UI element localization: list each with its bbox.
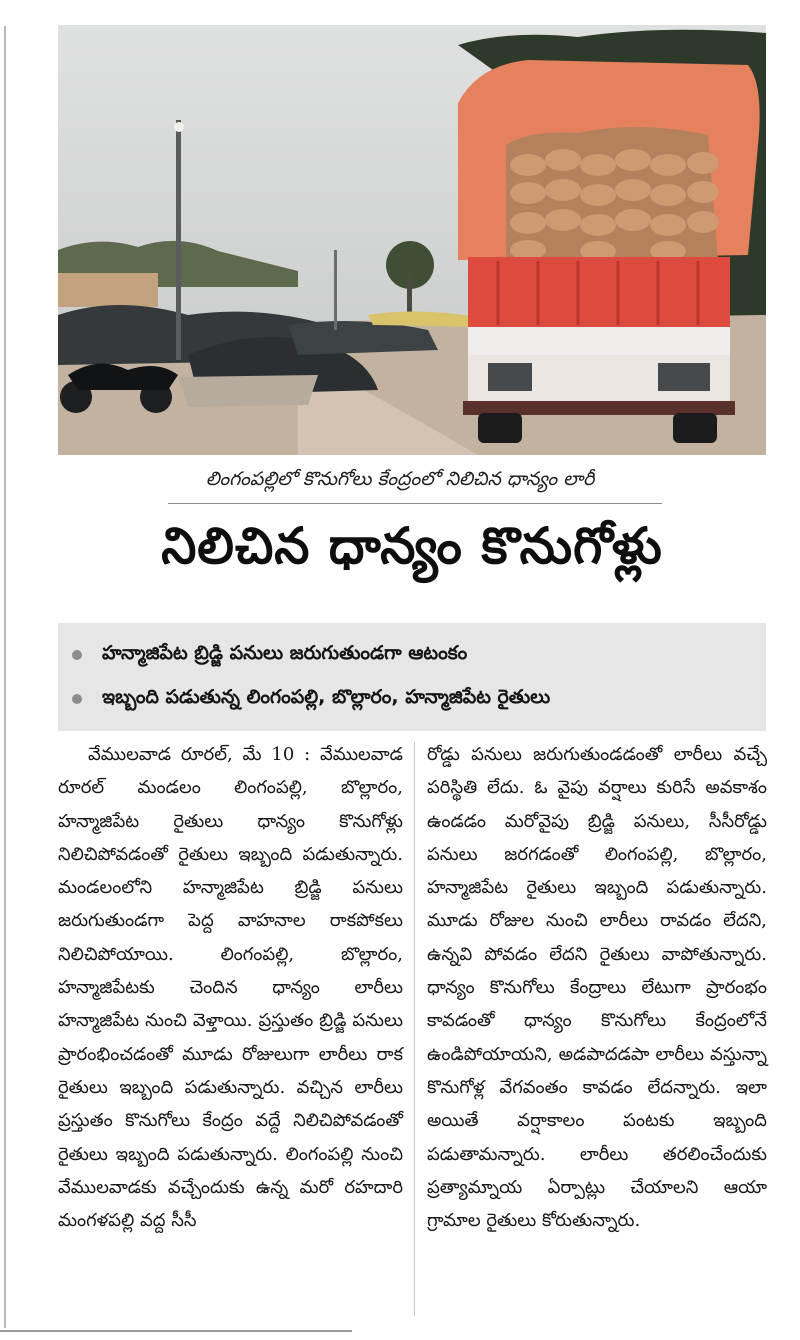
subheads-box	[58, 623, 766, 731]
body-column-right	[427, 738, 767, 1237]
subhead-item	[72, 633, 766, 677]
subhead-text: హన్మాజిపేట బ్రిడ్జి పనులు జరుగుతుండగా ఆటంకం	[102, 641, 468, 664]
photo-caption: లింగంపల్లిలో కొనుగోలు కేంద్రంలో నిలిచిన ధాన్యం లారీ	[205, 468, 595, 490]
body-paragraph-left: వేములవాడ రూరల్, మే 10 : వేములవాడ రూరల్ మండలం లింగంపల్లి, బొల్లారం, హన్మాజిపేట రైతులు ధాన్యం కొనుగోళ్లు నిలిచిపోవడంతో రైతులు ఇబ్బంది పడుతున్నారు. మండలంలోని హన్మాజిపేట బ్రిడ్జి పనులు జరుగుతుండగా పెద్ద వాహనాల రాకపోకలు నిలిచిపోయాయి. లింగంపల్లి, బొల్లారం, హన్మాజిపేటకు చెందిన ధాన్యం లారీలు హన్మాజిపేట నుంచి వెళ్తాయి. ప్రస్తుతం బ్రిడ్జి పనులు ప్రారంభించడంతో మూడు రోజులుగా లారీలు రాక రైతులు ఇబ్బంది పడుతున్నారు. వచ్చిన లారీలు ప్రస్తుతం కొనుగోలు కేంద్రం వద్దే నిలిచిపోవడంతో రైతులు ఇబ్బంది పడుతున్నారు. లింగంపల్లి నుంచి వేములవాడకు వచ్చేందుకు ఉన్న మరో రహదారి మంగళపల్లి వద్ద సీసీ	[58, 744, 403, 1232]
subhead-item	[72, 677, 766, 721]
subhead-text: ఇబ్బంది పడుతున్న లింగంపల్లి, బొల్లారం, హన్మాజిపేట రైతులు	[102, 685, 551, 708]
bottom-rule	[0, 1330, 352, 1332]
caption-underline	[168, 503, 662, 504]
bullet-icon	[72, 694, 82, 704]
page-left-rule	[4, 26, 6, 1328]
column-divider	[414, 742, 415, 1316]
headline: నిలిచిన ధాన్యం కొనుగోళ్లు	[161, 517, 663, 575]
bullet-icon	[72, 650, 82, 660]
news-photo	[58, 25, 766, 455]
body-paragraph-right: రోడ్డు పనులు జరుగుతుండడంతో లారీలు వచ్చే పరిస్థితి లేదు. ఓ వైపు వర్షాలు కురిసే అవకాశం ఉండడం మరోవైపు బ్రిడ్జి పనులు, సీసీరోడ్డు పనులు జరగడంతో లింగంపల్లి, బొల్లారం, హన్మాజిపేట రైతులు ఇబ్బంది పడుతున్నారు. మూడు రోజుల నుంచి లారీలు రావడం లేదని, ఉన్నవి పోవడం లేదని రైతులు వాపోతున్నారు. ధాన్యం కొనుగోలు కేంద్రాలు లేటుగా ప్రారంభం కావడంతో ధాన్యం కొనుగోలు కేంద్రంలోనే ఉండిపోయాయని, అడపాదడపా లారీలు వస్తున్నా కొనుగోళ్ల వేగవంతం కావడం లేదన్నారు. ఇలా అయితే వర్షాకాలం పంటకు ఇబ్బంది పడుతామన్నారు. లారీలు తరలించేందుకు ప్రత్యామ్నాయ ఏర్పాట్లు చేయాలని ఆయా గ్రామాల రైతులు కోరుతున్నారు.	[427, 744, 767, 1232]
body-column-left	[58, 738, 403, 1237]
